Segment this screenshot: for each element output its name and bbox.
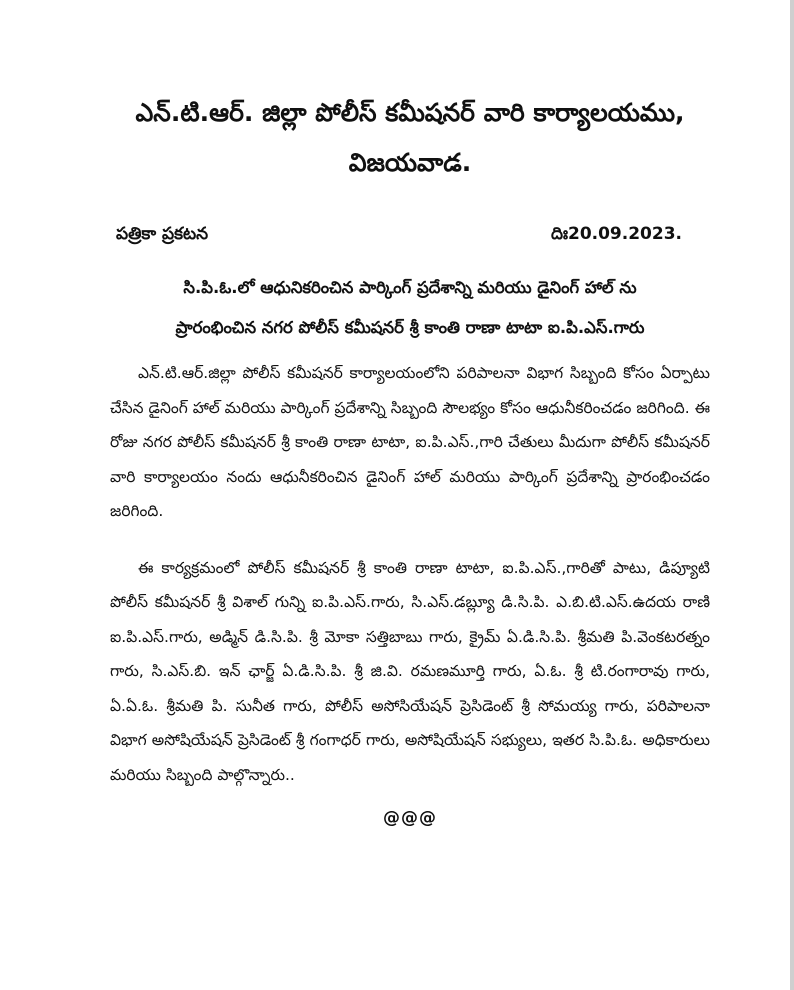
sign-off: @@@	[383, 808, 437, 828]
office-title: ఎన్.టి.ఆర్. జిల్లా పోలీస్ కమీషనర్ వారి కార్యాలయము,	[135, 98, 685, 127]
doc-type-label: పత్రికా ప్రకటన	[116, 224, 209, 244]
document-page	[110, 0, 710, 828]
page-edge	[790, 0, 794, 990]
subject-heading	[110, 268, 710, 348]
body-paragraph-2: ఈ కార్యక్రమంలో పోలీస్ కమీషనర్ శ్రీ కాంతి రాణా టాటా, ఐ.పి.ఎస్.,గారితో పాటు, డిప్యూటి పోలీస్ కమీషనర్ శ్రీ విశాల్ గున్ని ఐ.పి.ఎస్.గారు, సి.ఎస్.డబ్ల్యూ డి.సి.పి. ఎ.బి.టి.ఎస్.ఉదయ రాణి ఐ.పి.ఎస్.గారు, అడ్మిన్ డి.సి.పి. శ్రీ మోకా సత్తిబాబు గారు, క్రైమ్ ఏ.డి.సి.పి. శ్రీమతి పి.వెంకటరత్నం గారు, సి.ఎస్.బి. ఇన్ ఛార్జ్ ఏ.డి.సి.పి. శ్రీ జి.వి. రమణమూర్తి గారు, ఏ.ఓ. శ్రీ టి.రంగారావు గారు, ఏ.ఏ.ఓ. శ్రీమతి పి. సునీత గారు, పోలీస్ అసోసియేషన్ ప్రెసిడెంట్ శ్రీ సోమయ్య గారు, పరిపాలనా విభాగ అసోషియేషన్ ప్రెసిడెంట్ శ్రీ గంగాధర్ గారు, అసోషియేషన్ సభ్యులు, ఇతర సి.పి.ఓ. అధికారులు మరియు సిబ్బంది పాల్గొన్నారు..	[110, 558, 710, 784]
office-city: విజయవాడ.	[348, 148, 472, 177]
body-paragraph-1: ఎన్.టి.ఆర్.జిల్లా పోలీస్ కమీషనర్ కార్యాలయంలోని పరిపాలనా విభాగ సిబ్బంది కోసం ఏర్పాటు చేసిన డైనింగ్ హాల్ మరియు పార్కింగ్ ప్రదేశాన్ని సిబ్బంది సౌలభ్యం కోసం ఆధునీకరించడం జరిగింది. ఈ రోజు నగర పోలీస్ కమీషనర్ శ్రీ కాంతి రాణా టాటా, ఐ.పి.ఎస్.,గారి చేతులు మీదుగా పోలీస్ కమీషనర్ వారి కార్యాలయం నందు ఆధునీకరించిన డైనింగ్ హాల్ మరియు పార్కింగ్ ప్రదేశాన్ని ప్రారంభించడం జరిగింది.	[110, 364, 710, 520]
meta-row	[110, 224, 710, 248]
date-label: దిః20.09.2023.	[550, 224, 682, 244]
subject-line-2: ప్రారంభించిన నగర పోలీస్ కమీషనర్ శ్రీ కాంతి రాణా టాటా ఐ.పి.ఎస్.గారు	[175, 318, 645, 337]
subject-line-1: సి.పి.ఓ.లో ఆధునికరించిన పార్కింగ్ ప్రదేశాన్ని మరియు డైనింగ్ హాల్ ను	[183, 278, 637, 297]
